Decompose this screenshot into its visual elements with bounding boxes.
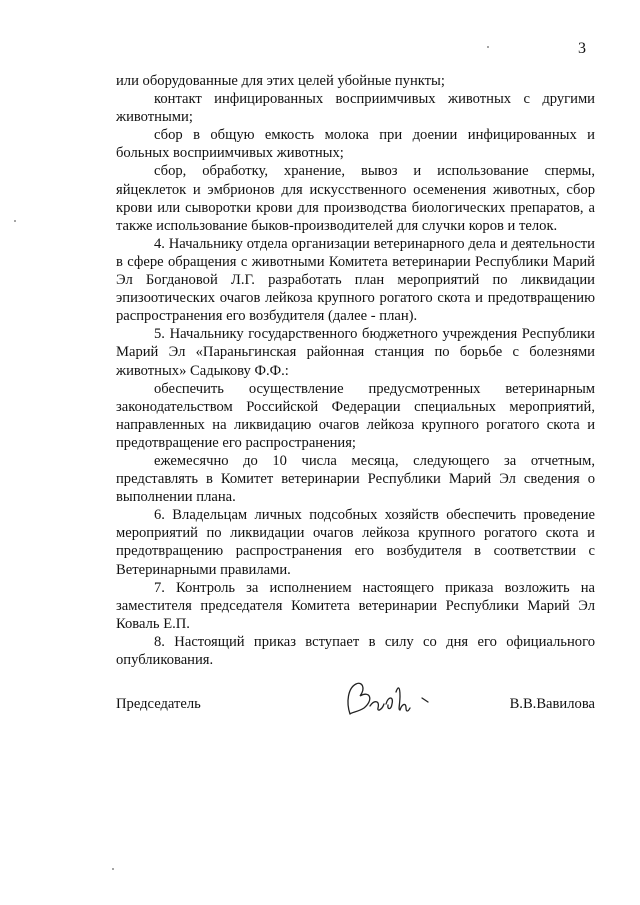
paragraph-2: контакт инфицированных восприимчивых животных с другими животными;: [116, 91, 595, 126]
paragraph-7: обеспечить осуществление предусмотренных ветеринарным законодательством Российской Федерации специальных мероприятий, направленных на ликвидацию очагов лейкоза крупного рогатого скота и предотвращение его распространения;: [116, 380, 595, 451]
signatory-name: В.В.Вавилова: [509, 696, 595, 712]
handwritten-signature: [340, 674, 440, 726]
document-body: [116, 72, 595, 669]
paragraph-5: 4. Начальнику отдела организации ветеринарного дела и деятельности в сфере обращения с животными Комитета ветеринарии Республики Марий Эл Богдановой Л.Г. разработать план мероприятий по ликвидации эпизоотических очагов лейкоза крупного рогатого скота и предотвращению распространения его возбудителя (далее - план).: [116, 235, 595, 325]
scan-speck: [14, 220, 16, 222]
page-number: 3: [578, 40, 586, 57]
paragraph-6: 5. Начальнику государственного бюджетного учреждения Республики Марий Эл «Параньгинская районная станция по борьбе с болезнями животных» Садыкову Ф.Ф.:: [116, 326, 595, 379]
paragraph-9: 6. Владельцам личных подсобных хозяйств обеспечить проведение мероприятий по ликвидации очагов лейкоза крупного рогатого скота и предотвращению распространения его возбудителя в соответствии с Ветеринарными правилами.: [116, 507, 595, 578]
paragraph-3: сбор в общую емкость молока при доении инфицированных и больных восприимчивых животных;: [116, 127, 595, 162]
paragraph-4: сбор, обработку, хранение, вывоз и использование спермы, яйцеклеток и эмбрионов для искусственного осеменения животных, сбор крови или сыворотки крови для производства биологических препаратов, а также использование быков-производителей для случки коров и телок.: [116, 163, 595, 234]
paragraph-8: ежемесячно до 10 числа месяца, следующего за отчетным, представлять в Комитет ветеринарии Республики Марий Эл сведения о выполнении плана.: [116, 452, 595, 506]
paragraph-10: 7. Контроль за исполнением настоящего приказа возложить на заместителя председателя Комитета ветеринарии Республики Марий Эл Коваль Е.П.: [116, 579, 595, 632]
scan-speck: [487, 46, 489, 48]
signature-block: [116, 690, 595, 730]
signatory-title: Председатель: [116, 696, 201, 712]
scan-speck: [112, 868, 114, 870]
paragraph-1: или оборудованные для этих целей убойные пункты;: [116, 73, 445, 89]
paragraph-11: 8. Настоящий приказ вступает в силу со дня его официального опубликования.: [116, 633, 595, 668]
